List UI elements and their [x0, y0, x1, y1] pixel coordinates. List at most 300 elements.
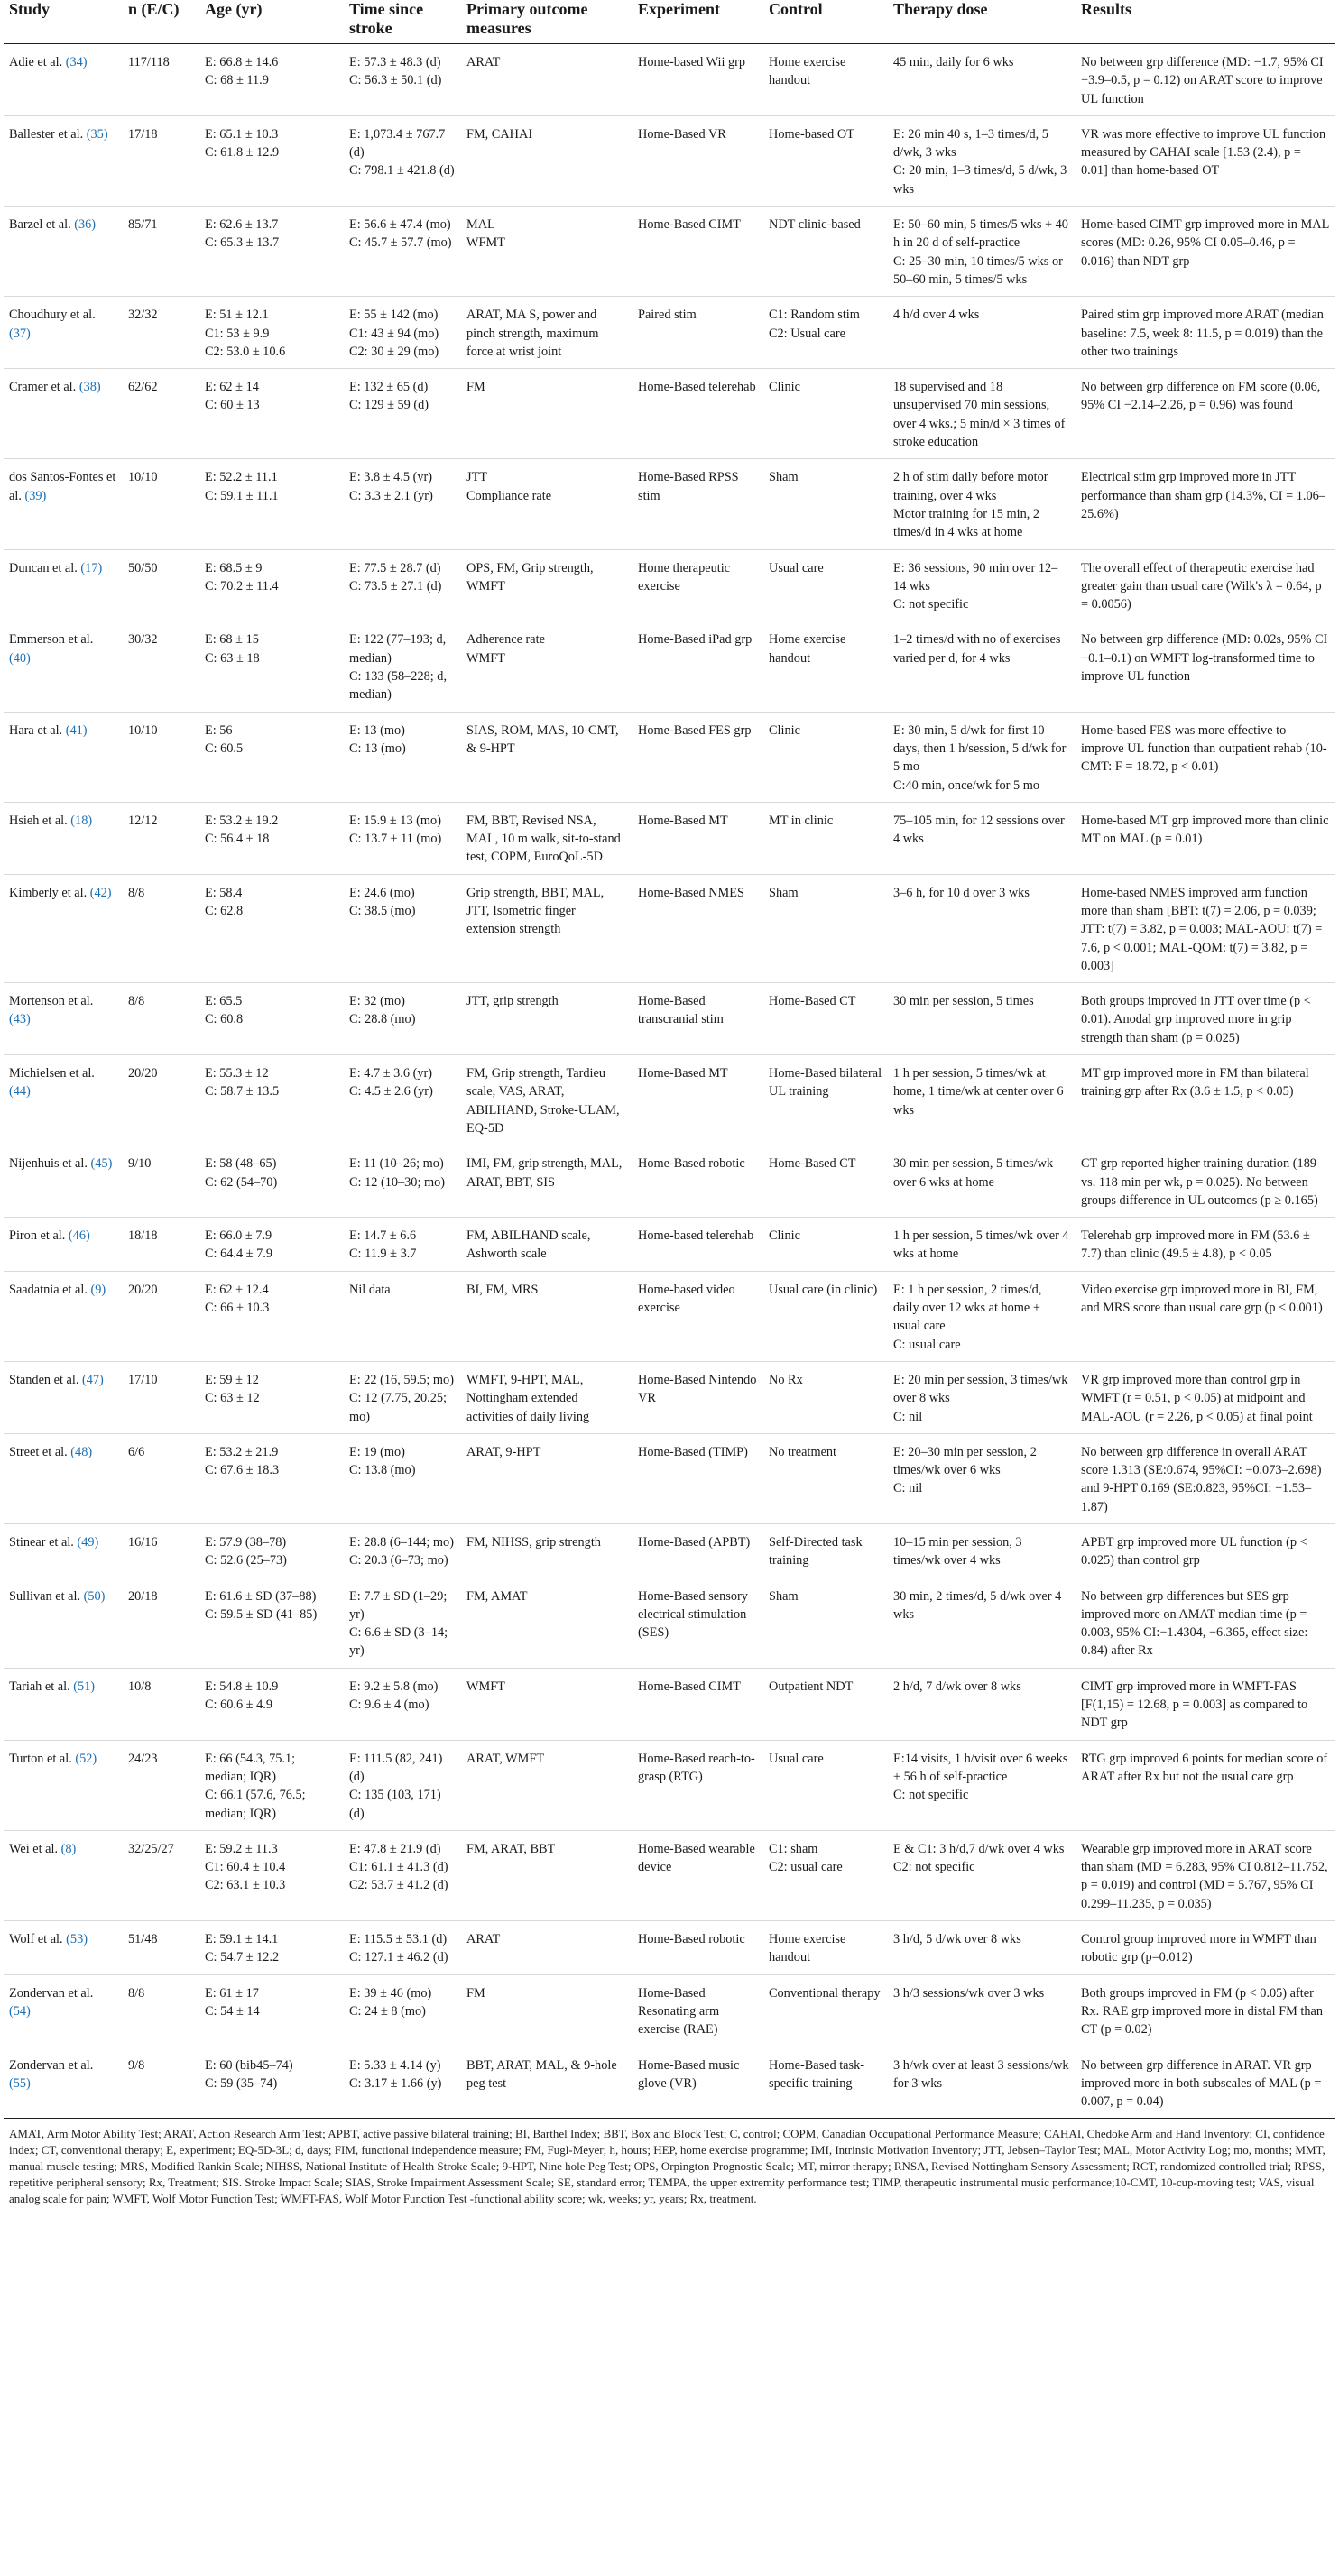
study-name: Emmerson et al. [9, 632, 94, 648]
age-cell-line: C: 60.8 [205, 1012, 244, 1027]
table-row [4, 1145, 1335, 1218]
study-cell [4, 549, 123, 621]
time-cell-line: C: 3.17 ± 1.66 (y) [349, 2075, 442, 2091]
reference-link[interactable]: (47) [82, 1372, 104, 1387]
time-cell-line: E: 77.5 ± 28.7 (d) [349, 560, 441, 575]
results-cell: VR grp improved more than control grp in WMFT (r = 0.51, p < 0.05) at midpoint and MAL-AOU (r = 2.26, p < 0.05) at final point [1076, 1361, 1335, 1433]
age-cell-line: C: 63 ± 18 [205, 650, 260, 666]
reference-link[interactable]: (46) [68, 1228, 90, 1244]
reference-link[interactable]: (42) [89, 885, 112, 900]
control-cell: Home exercise handout [763, 621, 888, 712]
results-cell: RTG grp improved 6 points for median score of ARAT after Rx but not the usual care grp [1076, 1740, 1335, 1830]
study-cell [4, 1740, 123, 1830]
outcome-cell: WMFT [461, 1668, 633, 1740]
age-cell-line: E: 65.1 ± 10.3 [205, 126, 279, 142]
table-row [4, 983, 1335, 1055]
age-cell [199, 983, 344, 1055]
experiment-cell: Home-Based iPad grp [633, 621, 763, 712]
age-cell-line: C: 56.4 ± 18 [205, 832, 270, 847]
reference-link[interactable]: (34) [65, 55, 88, 69]
age-cell [199, 1974, 344, 2047]
study-cell [4, 1361, 123, 1433]
outcome-cell: FM, CAHAI [461, 115, 633, 206]
age-cell-line: C: 54.7 ± 12.2 [205, 1950, 280, 1965]
reference-link[interactable]: (40) [9, 650, 31, 666]
reference-link[interactable]: (36) [74, 217, 97, 233]
age-cell [199, 1145, 344, 1218]
time-cell [344, 1361, 461, 1433]
table-row [4, 1271, 1335, 1361]
table-row [4, 1578, 1335, 1668]
experiment-cell: Home-Based Resonating arm exercise (RAE) [633, 1974, 763, 2047]
n-cell: 24/23 [123, 1740, 199, 1830]
study-name: Street et al. [9, 1444, 68, 1459]
results-cell: Home-based FES was more effective to improve UL function than outpatient rehab (10-CMT: F = 18.72, p < 0.01) [1076, 712, 1335, 802]
time-cell-line: C: 45.7 ± 57.7 (mo) [349, 235, 452, 251]
n-cell: 10/10 [123, 459, 199, 549]
study-cell [4, 1578, 123, 1668]
time-cell-line: C: 12 (7.75, 20.25; mo) [349, 1391, 448, 1424]
outcome-cell: ARAT [461, 1921, 633, 1975]
age-cell-line: E: 68 ± 15 [205, 632, 259, 648]
age-cell [199, 874, 344, 982]
time-cell [344, 1218, 461, 1272]
dose-cell: 1–2 times/d with no of exercises varied per d, for 4 wks [888, 621, 1076, 712]
table-row [4, 369, 1335, 459]
outcome-cell: FM, ABILHAND scale, Ashworth scale [461, 1218, 633, 1272]
reference-link[interactable]: (49) [77, 1535, 99, 1550]
time-cell-line: E: 32 (mo) [349, 994, 405, 1009]
study-cell [4, 44, 123, 116]
time-cell [344, 1830, 461, 1920]
age-cell-line: E: 68.5 ± 9 [205, 560, 263, 575]
time-cell-line: E: 39 ± 46 (mo) [349, 1985, 432, 2001]
control-cell: Clinic [763, 369, 888, 459]
outcome-cell: MAL WFMT [461, 207, 633, 297]
reference-link[interactable]: (52) [75, 1751, 97, 1766]
age-cell-line: E: 62 ± 14 [205, 380, 259, 395]
age-cell [199, 44, 344, 116]
time-cell-line: E: 5.33 ± 4.14 (y) [349, 2057, 441, 2073]
reference-link[interactable]: (18) [70, 813, 93, 828]
age-cell-line: C2: 53.0 ± 10.6 [205, 344, 286, 359]
experiment-cell: Home-Based (APBT) [633, 1524, 763, 1578]
study-cell [4, 1668, 123, 1740]
age-cell-line: C1: 53 ± 9.9 [205, 326, 270, 341]
n-cell: 10/10 [123, 712, 199, 802]
dose-cell: 2 h of stim daily before motor training, over 4 wks Motor training for 15 min, 2 times/d in 4 wks at home [888, 459, 1076, 549]
dose-cell: 30 min, 2 times/d, 5 d/wk over 4 wks [888, 1578, 1076, 1668]
reference-link[interactable]: (54) [9, 2003, 31, 2019]
study-name: Zondervan et al. [9, 1985, 94, 2001]
time-cell [344, 44, 461, 116]
header-age: Age (yr) [199, 0, 344, 44]
experiment-cell: Home-based video exercise [633, 1271, 763, 1361]
age-cell-line: C: 61.8 ± 12.9 [205, 145, 280, 161]
n-cell: 9/10 [123, 1145, 199, 1218]
dose-cell: 3 h/d, 5 d/wk over 8 wks [888, 1921, 1076, 1975]
time-cell-line: E: 55 ± 142 (mo) [349, 308, 439, 323]
dose-cell: E: 26 min 40 s, 1–3 times/d, 5 d/wk, 3 wks C: 20 min, 1–3 times/d, 5 d/wk, 3 wks [888, 115, 1076, 206]
age-cell-line: C: 60 ± 13 [205, 398, 260, 413]
study-name: Duncan et al. [9, 560, 78, 575]
age-cell-line: C: 59 (35–74) [205, 2075, 278, 2091]
reference-link[interactable]: (38) [78, 380, 101, 395]
results-cell: Home-based MT grp improved more than clinic MT on MAL (p = 0.01) [1076, 802, 1335, 874]
dose-cell: 3 h/3 sessions/wk over 3 wks [888, 1974, 1076, 2047]
age-cell-line: C: 66.1 (57.6, 76.5; median; IQR) [205, 1788, 306, 1821]
n-cell: 8/8 [123, 983, 199, 1055]
n-cell: 85/71 [123, 207, 199, 297]
dose-cell: 1 h per session, 5 times/wk at home, 1 time/wk at center over 6 wks [888, 1055, 1076, 1145]
outcome-cell: FM, BBT, Revised NSA, MAL, 10 m walk, sit-to-stand test, COPM, EuroQoL-5D [461, 802, 633, 874]
age-cell-line: E: 62 ± 12.4 [205, 1282, 269, 1297]
time-cell [344, 1055, 461, 1145]
outcome-cell: Adherence rate WMFT [461, 621, 633, 712]
time-cell [344, 549, 461, 621]
age-cell-line: C: 66 ± 10.3 [205, 1301, 270, 1316]
study-name: Tariah et al. [9, 1679, 70, 1694]
time-cell-line: E: 15.9 ± 13 (mo) [349, 813, 441, 828]
age-cell-line: C: 62 (54–70) [205, 1174, 278, 1190]
time-cell [344, 207, 461, 297]
control-cell: Usual care [763, 1740, 888, 1830]
dose-cell: 3 h/wk over at least 3 sessions/wk for 3 wks [888, 2047, 1076, 2119]
age-cell-line: E: 58.4 [205, 885, 243, 900]
table-footnote: AMAT, Arm Motor Ability Test; ARAT, Action Research Arm Test; APBT, active passive bilateral training; BI, Barthel Index; BBT, Box and Block Test; C, control; COPM, Canadian Occupational Performance Measure; CAHAI, Chedoke Arm and Hand Inventory; CI, confidence index; CT, conventional therapy; E, experiment; EQ-5D-3L; d, days; FIM, functional independence measure; FM, Fugl-Meyer; h, hours; HEP, home exercise programme; IMI, Intrinsic Motivation Inventory; JTT, Jebsen–Taylor Test; MAL, Motor Activity Log; mo, months; MMT, manual muscle testing; MRS, Modified Rankin Scale; NIHSS, National Institute of Health Stroke Scale; 9-HPT, Nine hole Peg Test; OPS, Orpington Prognostic Scale; MT, mirror therapy; RNSA, Revised Nottingham Sensory Assessment; RCT, randomized controlled trial; RPSS, repetitive peripheral sensory; Rx, Treatment; SIS. Stroke Impact Scale; SIAS, Stroke Impairment Assessment Scale; SE, standard error; TEMPA, the upper extremity performance test; TIMP, therapeutic instrumental music performance;10-CMT, 10-cup-moving test; VAS, visual analog scale for pain; WMFT, Wolf Motor Function Test; WMFT-FAS, Wolf Motor Function Test -functional ability score; wk, weeks; yr, years; Rx, treatment. [9, 2127, 1325, 2206]
time-cell [344, 459, 461, 549]
table-row [4, 874, 1335, 982]
reference-link[interactable]: (9) [90, 1282, 106, 1297]
age-cell-line: C: 60.5 [205, 741, 244, 756]
time-cell-line: C: 13.7 ± 11 (mo) [349, 832, 442, 847]
time-cell-line: C1: 43 ± 94 (mo) [349, 326, 439, 341]
time-cell-line: E: 28.8 (6–144; mo) [349, 1535, 454, 1550]
study-cell [4, 1271, 123, 1361]
time-cell [344, 297, 461, 369]
time-cell-line: C: 13 (mo) [349, 741, 406, 756]
control-cell: NDT clinic-based [763, 207, 888, 297]
control-cell: C1: sham C2: usual care [763, 1830, 888, 1920]
experiment-cell: Home-Based telerehab [633, 369, 763, 459]
dose-cell: E:14 visits, 1 h/visit over 6 weeks + 56 h of self-practice C: not specific [888, 1740, 1076, 1830]
results-cell: Control group improved more in WMFT than robotic grp (p=0.012) [1076, 1921, 1335, 1975]
experiment-cell: Home-Based MT [633, 802, 763, 874]
table-row [4, 1921, 1335, 1975]
time-cell [344, 874, 461, 982]
time-cell-line: E: 4.7 ± 3.6 (yr) [349, 1066, 433, 1081]
time-cell-line: C: 12 (10–30; mo) [349, 1174, 446, 1190]
time-cell-line: C: 56.3 ± 50.1 (d) [349, 73, 442, 88]
study-name: Piron et al. [9, 1228, 66, 1244]
time-cell-line: E: 19 (mo) [349, 1444, 405, 1459]
time-cell [344, 1271, 461, 1361]
n-cell: 17/18 [123, 115, 199, 206]
time-cell-line: Nil data [349, 1282, 391, 1297]
n-cell: 16/16 [123, 1524, 199, 1578]
time-cell-line: C2: 30 ± 29 (mo) [349, 344, 439, 359]
control-cell: Outpatient NDT [763, 1668, 888, 1740]
results-cell: No between grp difference in overall ARAT score 1.313 (SE:0.674, 95%CI: −0.073–2.698) and 9-HPT 0.169 (SE:0.823, 95%CI: −1.53–1.87) [1076, 1433, 1335, 1523]
reference-link[interactable]: (45) [90, 1156, 113, 1172]
time-cell-line: E: 11 (10–26; mo) [349, 1156, 444, 1172]
age-cell-line: E: 53.2 ± 19.2 [205, 813, 279, 828]
time-cell [344, 1433, 461, 1523]
time-cell-line: C: 129 ± 59 (d) [349, 398, 429, 413]
time-cell-line: C1: 61.1 ± 41.3 (d) [349, 1860, 448, 1875]
outcome-cell: FM, ARAT, BBT [461, 1830, 633, 1920]
table-row [4, 549, 1335, 621]
study-name: Choudhury et al. [9, 308, 96, 323]
control-cell: Sham [763, 1578, 888, 1668]
age-cell-line: E: 59.2 ± 11.3 [205, 1841, 278, 1856]
age-cell [199, 115, 344, 206]
age-cell-line: C: 59.1 ± 11.1 [205, 488, 279, 503]
dose-cell: 1 h per session, 5 times/wk over 4 wks at home [888, 1218, 1076, 1272]
age-cell-line: E: 52.2 ± 11.1 [205, 470, 278, 485]
control-cell: MT in clinic [763, 802, 888, 874]
age-cell-line: E: 53.2 ± 21.9 [205, 1444, 279, 1459]
study-name: Michielsen et al. [9, 1066, 95, 1081]
age-cell-line: C: 59.5 ± SD (41–85) [205, 1606, 318, 1622]
dose-cell: E: 1 h per session, 2 times/d, daily over 12 wks at home + usual care C: usual care [888, 1271, 1076, 1361]
age-cell [199, 1361, 344, 1433]
age-cell-line: C: 65.3 ± 13.7 [205, 235, 280, 251]
table-row [4, 1668, 1335, 1740]
reference-link[interactable]: (51) [73, 1679, 96, 1694]
reference-link[interactable]: (37) [9, 326, 31, 341]
header-results: Results [1076, 0, 1335, 44]
time-cell-line: E: 56.6 ± 47.4 (mo) [349, 217, 451, 233]
studies-table [4, 0, 1335, 2119]
n-cell: 8/8 [123, 874, 199, 982]
time-cell-line: E: 132 ± 65 (d) [349, 380, 429, 395]
time-cell [344, 115, 461, 206]
results-cell: Home-based CIMT grp improved more in MAL scores (MD: 0.26, 95% CI 0.05–0.46, p = 0.016) than NDT grp [1076, 207, 1335, 297]
time-cell [344, 1740, 461, 1830]
dose-cell: 30 min per session, 5 times/wk over 6 wks at home [888, 1145, 1076, 1218]
reference-link[interactable]: (8) [60, 1841, 77, 1856]
n-cell: 6/6 [123, 1433, 199, 1523]
experiment-cell: Home-based telerehab [633, 1218, 763, 1272]
study-cell [4, 1921, 123, 1975]
n-cell: 51/48 [123, 1921, 199, 1975]
n-cell: 17/10 [123, 1361, 199, 1433]
experiment-cell: Home-Based wearable device [633, 1830, 763, 1920]
control-cell: Home-Based CT [763, 1145, 888, 1218]
study-name: Hsieh et al. [9, 813, 68, 828]
table-row [4, 1830, 1335, 1920]
results-cell: Both groups improved in FM (p < 0.05) after Rx. RAE grp improved more in distal FM than CT (p = 0.02) [1076, 1974, 1335, 2047]
dose-cell: 3–6 h, for 10 d over 3 wks [888, 874, 1076, 982]
time-cell-line: C: 28.8 (mo) [349, 1012, 416, 1027]
reference-link[interactable]: (43) [9, 1012, 31, 1027]
time-cell [344, 1524, 461, 1578]
study-cell [4, 802, 123, 874]
n-cell: 32/25/27 [123, 1830, 199, 1920]
time-cell-line: C: 135 (103, 171) (d) [349, 1788, 441, 1821]
age-cell-line: E: 66.0 ± 7.9 [205, 1228, 272, 1244]
study-name: Cramer et al. [9, 380, 77, 395]
n-cell: 117/118 [123, 44, 199, 116]
results-cell: Both groups improved in JTT over time (p < 0.01). Anodal grp improved more in grip strength than sham (p = 0.025) [1076, 983, 1335, 1055]
dose-cell: 30 min per session, 5 times [888, 983, 1076, 1055]
table-row [4, 1974, 1335, 2047]
experiment-cell: Home-Based sensory electrical stimulation (SES) [633, 1578, 763, 1668]
outcome-cell: FM, AMAT [461, 1578, 633, 1668]
n-cell: 20/20 [123, 1271, 199, 1361]
study-cell [4, 1218, 123, 1272]
experiment-cell: Home-Based VR [633, 115, 763, 206]
experiment-cell: Home-Based NMES [633, 874, 763, 982]
study-cell [4, 207, 123, 297]
time-cell-line: E: 24.6 (mo) [349, 885, 415, 900]
dose-cell: E: 30 min, 5 d/wk for first 10 days, then 1 h/session, 5 d/wk for 5 mo C:40 min, once/wk for 5 mo [888, 712, 1076, 802]
reference-link[interactable]: (44) [9, 1084, 31, 1099]
study-cell [4, 115, 123, 206]
experiment-cell: Home-Based RPSS stim [633, 459, 763, 549]
study-name: dos Santos-Fontes et al. [9, 470, 116, 503]
results-cell: Video exercise grp improved more in BI, FM, and MRS score than usual care grp (p < 0.001) [1076, 1271, 1335, 1361]
age-cell-line: E: 59.1 ± 14.1 [205, 1932, 279, 1947]
dose-cell: 2 h/d, 7 d/wk over 8 wks [888, 1668, 1076, 1740]
time-cell-line: E: 57.3 ± 48.3 (d) [349, 55, 441, 69]
time-cell [344, 1145, 461, 1218]
age-cell [199, 297, 344, 369]
time-cell-line: C: 127.1 ± 46.2 (d) [349, 1950, 448, 1965]
age-cell [199, 549, 344, 621]
age-cell [199, 1830, 344, 1920]
time-cell-line: E: 7.7 ± SD (1–29; yr) [349, 1588, 448, 1622]
outcome-cell: FM, Grip strength, Tardieu scale, VAS, ARAT, ABILHAND, Stroke-ULAM, EQ-5D [461, 1055, 633, 1145]
control-cell: Home exercise handout [763, 44, 888, 116]
dose-cell: 10–15 min per session, 3 times/wk over 4 wks [888, 1524, 1076, 1578]
time-cell-line: E: 1,073.4 ± 767.7 (d) [349, 126, 446, 161]
study-cell [4, 459, 123, 549]
age-cell [199, 1433, 344, 1523]
time-cell-line: E: 3.8 ± 4.5 (yr) [349, 470, 433, 485]
reference-link[interactable]: (17) [80, 560, 103, 575]
experiment-cell: Home-Based CIMT [633, 207, 763, 297]
results-cell: No between grp difference (MD: 0.02s, 95% CI −0.1–0.1) on WMFT log-transformed time to improve UL function [1076, 621, 1335, 712]
study-name: Kimberly et al. [9, 885, 88, 900]
reference-link[interactable]: (35) [86, 126, 108, 142]
age-cell-line: C: 64.4 ± 7.9 [205, 1247, 272, 1262]
table-row [4, 802, 1335, 874]
reference-link[interactable]: (50) [83, 1588, 106, 1604]
results-cell: CIMT grp improved more in WMFT-FAS [F(1,15) = 12.68, p = 0.003] as compared to NDT grp [1076, 1668, 1335, 1740]
table-row [4, 115, 1335, 206]
outcome-cell: BI, FM, MRS [461, 1271, 633, 1361]
age-cell [199, 207, 344, 297]
table-row [4, 1218, 1335, 1272]
control-cell: Home-Based bilateral UL training [763, 1055, 888, 1145]
dose-cell: 75–105 min, for 12 sessions over 4 wks [888, 802, 1076, 874]
time-cell-line: C: 20.3 (6–73; mo) [349, 1553, 448, 1569]
study-cell [4, 1145, 123, 1218]
dose-cell: E: 36 sessions, 90 min over 12–14 wks C: not specific [888, 549, 1076, 621]
n-cell: 20/18 [123, 1578, 199, 1668]
header-experiment: Experiment [633, 0, 763, 44]
results-cell: Telerehab grp improved more in FM (53.6 ± 7.7) than clinic (49.5 ± 4.8), p < 0.05 [1076, 1218, 1335, 1272]
control-cell: Home-Based task-specific training [763, 2047, 888, 2119]
age-cell [199, 459, 344, 549]
outcome-cell: ARAT, MA S, power and pinch strength, maximum force at wrist joint [461, 297, 633, 369]
reference-link[interactable]: (41) [65, 722, 88, 738]
results-cell: Electrical stim grp improved more in JTT performance than sham grp (14.3%, CI = 1.06–25.6%) [1076, 459, 1335, 549]
age-cell [199, 1921, 344, 1975]
time-cell [344, 1921, 461, 1975]
reference-link[interactable]: (39) [24, 488, 47, 503]
study-cell [4, 621, 123, 712]
experiment-cell: Home-Based music glove (VR) [633, 2047, 763, 2119]
experiment-cell: Home-Based robotic [633, 1145, 763, 1218]
results-cell: Wearable grp improved more in ARAT score than sham (MD = 6.283, 95% CI 0.812–11.752, p = 0.019) and control (MD = 5.767, 95% CI 0.299–11.235, p = 0.035) [1076, 1830, 1335, 1920]
time-cell-line: C2: 53.7 ± 41.2 (d) [349, 1878, 448, 1893]
n-cell: 12/12 [123, 802, 199, 874]
experiment-cell: Home-Based FES grp [633, 712, 763, 802]
study-name: Wolf et al. [9, 1932, 63, 1947]
table-row [4, 459, 1335, 549]
outcome-cell: JTT, grip strength [461, 983, 633, 1055]
time-cell-line: E: 9.2 ± 5.8 (mo) [349, 1679, 439, 1694]
experiment-cell: Home-Based CIMT [633, 1668, 763, 1740]
study-name: Turton et al. [9, 1751, 72, 1766]
table-row [4, 1433, 1335, 1523]
experiment-cell: Home therapeutic exercise [633, 549, 763, 621]
age-cell [199, 369, 344, 459]
experiment-cell: Home-Based MT [633, 1055, 763, 1145]
age-cell-line: C: 70.2 ± 11.4 [205, 578, 279, 593]
header-dose: Therapy dose [888, 0, 1076, 44]
header-outcome: Primary outcome measures [461, 0, 633, 44]
reference-link[interactable]: (53) [66, 1932, 88, 1947]
experiment-cell: Home-Based Nintendo VR [633, 1361, 763, 1433]
reference-link[interactable]: (48) [70, 1444, 93, 1459]
table-row [4, 1740, 1335, 1830]
header-time: Time since stroke [344, 0, 461, 44]
outcome-cell: ARAT [461, 44, 633, 116]
study-cell [4, 1433, 123, 1523]
age-cell-line: C: 58.7 ± 13.5 [205, 1084, 280, 1099]
outcome-cell: ARAT, 9-HPT [461, 1433, 633, 1523]
time-cell [344, 712, 461, 802]
outcome-cell: WMFT, 9-HPT, MAL, Nottingham extended activities of daily living [461, 1361, 633, 1433]
dose-cell: E: 20–30 min per session, 2 times/wk over 6 wks C: nil [888, 1433, 1076, 1523]
age-cell-line: C2: 63.1 ± 10.3 [205, 1878, 286, 1893]
table-row [4, 1524, 1335, 1578]
time-cell-line: C: 24 ± 8 (mo) [349, 2003, 426, 2019]
outcome-cell: FM [461, 369, 633, 459]
study-cell [4, 297, 123, 369]
study-cell [4, 2047, 123, 2119]
dose-cell: 18 supervised and 18 unsupervised 70 min sessions, over 4 wks.; 5 min/d × 3 times of stroke education [888, 369, 1076, 459]
study-cell [4, 1524, 123, 1578]
time-cell-line: C: 11.9 ± 3.7 [349, 1247, 417, 1262]
n-cell: 50/50 [123, 549, 199, 621]
study-name: Barzel et al. [9, 217, 71, 233]
table-row [4, 1055, 1335, 1145]
age-cell-line: E: 65.5 [205, 994, 243, 1009]
age-cell-line: E: 61.6 ± SD (37–88) [205, 1588, 317, 1604]
outcome-cell: Grip strength, BBT, MAL, JTT, Isometric finger extension strength [461, 874, 633, 982]
age-cell-line: C: 67.6 ± 18.3 [205, 1463, 280, 1478]
study-cell [4, 369, 123, 459]
experiment-cell: Paired stim [633, 297, 763, 369]
table-body [4, 44, 1335, 2119]
time-cell-line: E: 111.5 (82, 241) (d) [349, 1751, 443, 1784]
reference-link[interactable]: (55) [9, 2075, 31, 2091]
